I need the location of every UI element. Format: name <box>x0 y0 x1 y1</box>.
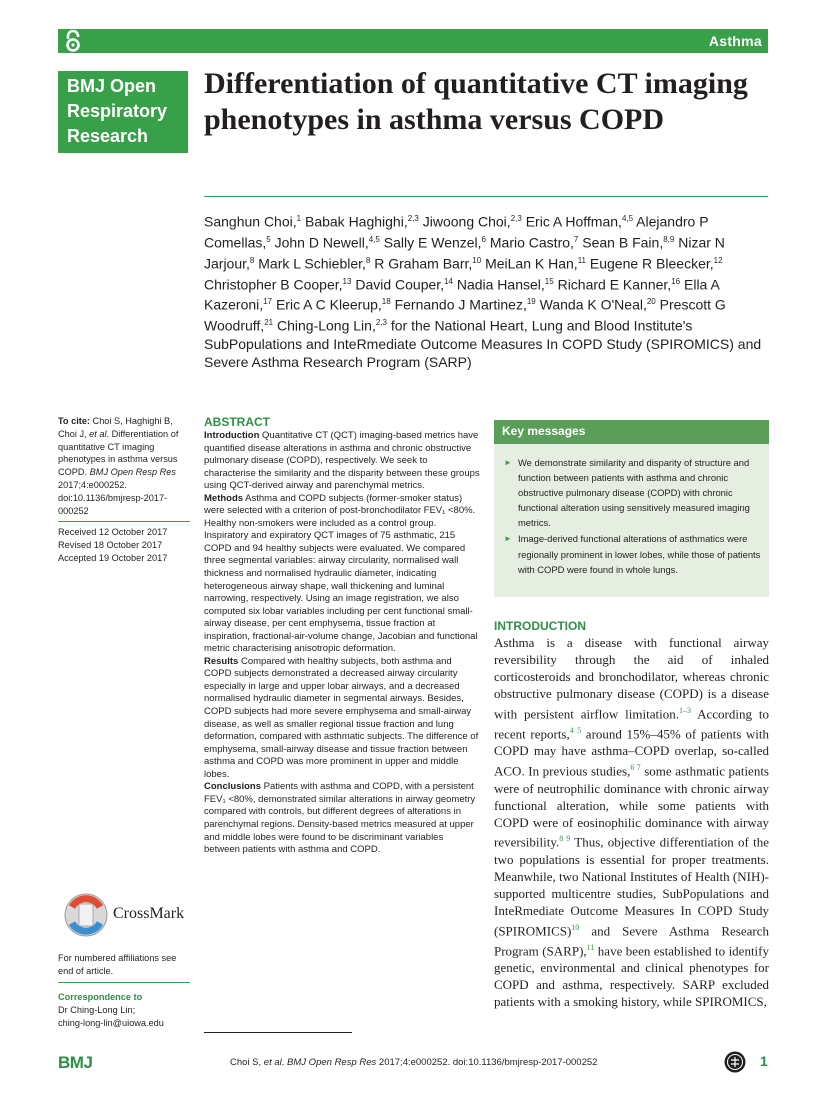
introduction-text-segment: and Severe Asthma Research Program (SARP), <box>494 922 769 959</box>
affiliation-marker: 19 <box>526 297 536 307</box>
cite-text: Choi S, Haghighi B, Choi J, <box>58 416 173 439</box>
affiliation-marker: 17 <box>263 297 273 307</box>
triangle-bullet-icon: ► <box>504 458 512 467</box>
abstract-methods <box>204 493 480 656</box>
affiliation-marker: 2,3 <box>375 318 387 328</box>
footer-citation <box>230 1057 597 1068</box>
affiliation-marker: 2,3 <box>407 214 419 223</box>
correspondence-block <box>58 991 190 1029</box>
abstract-introduction <box>204 430 480 493</box>
introduction-text <box>494 635 769 1011</box>
author-name: Ella A Kazeroni, <box>204 276 720 314</box>
author-name: Nizar N Jarjour, <box>204 234 725 272</box>
footer-cite-etal: et al <box>263 1057 282 1068</box>
author-name: Wanda K O'Neal, <box>535 297 647 314</box>
introduction-section <box>494 619 769 1011</box>
key-message-text: We demonstrate similarity and disparity of structure and function between patients with asthma and chronic obstructive pulmonary disease (COPD) with chronic functional alteration using sensitively measured imaging metrics. <box>518 457 750 529</box>
reference-link[interactable]: 1–3 <box>678 705 691 715</box>
footer-cite-doi: 2017;4:e000252. doi:10.1136/bmjresp-2017-000252 <box>376 1057 598 1068</box>
author-name: Sean B Fain, <box>578 234 664 251</box>
reference-link[interactable]: 11 <box>586 942 595 952</box>
key-messages-list <box>504 455 762 578</box>
author-name: Fernando J Martinez, <box>390 297 527 314</box>
affiliation-marker: 11 <box>577 255 586 265</box>
key-message-text: Image-derived functional alterations of asthmatics were regionally prominent in lower lobes, while those of patients with COPD were found in whole lungs. <box>518 533 761 575</box>
cite-journal: BMJ Open Resp Res <box>89 467 176 478</box>
footer-cite-text: . <box>281 1057 288 1068</box>
footer-cite-text: Choi S, <box>230 1057 264 1068</box>
crossmark-label[interactable]: CrossMark <box>113 905 185 922</box>
author-name: Prescott G Woodruff, <box>204 297 726 334</box>
cite-text: . Differentiation of quantitative CT imaging phenotypes in asthma versus COPD. <box>58 428 179 478</box>
abstract-section-text: Compared with healthy subjects, both asthma and COPD subjects demonstrated a decreased airway circularity especially in large and upper lobar airways, and a decreased normalised hydraulic diameter in segmental airways. Besides, COPD subjects had more severe emphysema and small-airway disease, as well as smaller regional tissue fraction and lung deformation, compared with asthmatic subjects. The difference of emphysema, small-airway disease and tissue fraction between asthma and COPD was more prominent in upper and middle lobes. <box>204 655 479 780</box>
affiliation-marker: 8 <box>249 255 255 265</box>
sidebar-divider <box>58 982 190 983</box>
affiliation-marker: 21 <box>264 318 274 328</box>
author-list <box>204 210 768 372</box>
author-name: Sally E Wenzel, <box>379 234 482 251</box>
key-messages-heading: Key messages <box>502 424 586 438</box>
affiliation-marker: 12 <box>713 255 723 265</box>
abstract-results <box>204 656 480 781</box>
author-name: David Couper, <box>351 276 445 293</box>
introduction-heading: INTRODUCTION <box>494 619 586 633</box>
affiliation-marker: 14 <box>444 276 453 286</box>
date-accepted: Accepted 19 October 2017 <box>58 552 168 563</box>
journal-logo <box>58 71 188 153</box>
top-band <box>58 29 768 53</box>
reference-link[interactable]: 6 7 <box>630 763 641 773</box>
abstract-heading: ABSTRACT <box>204 415 270 429</box>
title-divider <box>204 196 768 197</box>
introduction-text-segment: some asthmatic patients were of neutrophilic dominance with chronic airway functional alteration, while some patients with COPD were of eosinophilic dominance with airway reversibility. <box>494 763 769 850</box>
triangle-bullet-icon: ► <box>504 534 512 544</box>
cite-doi: 2017;4:e000252. doi:10.1136/bmjresp-2017-000252 <box>58 479 168 516</box>
author-name: Alejandro P Comellas, <box>204 213 709 251</box>
author-name: R Graham Barr, <box>370 255 473 272</box>
sidebar-divider <box>58 521 190 522</box>
abstract <box>204 415 480 857</box>
introduction-text-segment: have been established to identify genetic, environmental and clinical phenotypes for COPD and asthma, respectively. SARP excluded patients with a smoking history, while SPIROMICS, <box>494 943 770 1010</box>
author-name: Sanghun Choi, <box>204 213 297 230</box>
affiliation-marker: 15 <box>544 276 554 286</box>
affiliation-marker: 7 <box>573 234 579 244</box>
date-revised: Revised 18 October 2017 <box>58 540 163 551</box>
bmj-logo: BMJ <box>58 1053 93 1072</box>
affiliation-marker: 2,3 <box>510 214 522 223</box>
author-name: Babak Haghighi, <box>301 213 408 230</box>
author-name: Eric A Hoffman, <box>521 213 622 230</box>
footer-cite-journal: BMJ Open Resp Res <box>287 1057 377 1068</box>
correspondence-name: Dr Ching-Long Lin; <box>58 1004 136 1015</box>
abstract-section-label: Results <box>204 655 239 667</box>
author-name: Mark L Schiebler, <box>254 255 366 272</box>
copyright-seal-icon <box>724 1051 746 1073</box>
left-sidebar <box>58 415 190 565</box>
open-access-icon <box>64 30 82 52</box>
journal-name-line: Research <box>67 126 149 146</box>
affiliation-marker: 8,9 <box>663 234 675 244</box>
author-name: Mario Castro, <box>486 234 574 251</box>
journal-name-line: Respiratory <box>67 101 168 121</box>
reference-link[interactable]: 8 9 <box>559 834 571 844</box>
correspondence-label: Correspondence to <box>58 992 143 1002</box>
reference-link[interactable]: 4 5 <box>569 726 582 736</box>
author-name: Nadia Hansel, <box>452 276 545 293</box>
author-name: Ching-Long Lin, <box>273 317 376 334</box>
author-name: Eric A C Kleerup, <box>272 297 382 314</box>
affiliations-note: For numbered affiliations see end of article. <box>58 953 177 976</box>
journal-name-line: BMJ Open <box>67 76 157 96</box>
article-title: Differentiation of quantitative CT imaging phenotypes in asthma versus COPD <box>204 67 748 136</box>
affiliation-marker: 4,5 <box>621 214 634 223</box>
section-tag: Asthma <box>708 33 762 49</box>
key-message-item <box>504 531 762 576</box>
author-name: John D Newell, <box>270 234 369 251</box>
reference-link[interactable]: 10 <box>571 922 580 932</box>
affiliation-marker: 20 <box>646 297 656 307</box>
correspondence-email[interactable]: ching-long-lin@uiowa.edu <box>58 1017 164 1028</box>
abstract-end-divider <box>204 1032 352 1033</box>
author-name: MeiLan K Han, <box>481 255 578 272</box>
cite-etal: et al <box>89 428 107 439</box>
abstract-section-label: Methods <box>204 492 244 504</box>
introduction-text-segment: around 15%–45% of patients with COPD may have asthma–COPD overlap, so-called ACO. In previous studies, <box>494 726 770 779</box>
affiliation-marker: 10 <box>472 255 482 265</box>
author-name: Jiwoong Choi, <box>418 213 511 230</box>
affiliation-marker: 1 <box>296 214 302 223</box>
affiliation-marker: 4,5 <box>368 234 380 244</box>
cite-label: To cite: <box>58 416 90 426</box>
abstract-conclusions <box>204 781 480 856</box>
introduction-text-segment: Thus, objective differentiation of the two populations is essential for proper treatments. Meanwhile, two National Institutes of Health (NIH)-supported multicentre studies, SubPopulations and InteRmediate Outcome Measures In COPD Study (SPIROMICS) <box>494 834 770 938</box>
abstract-section-text: Asthma and COPD subjects (former-smoker status) were selected with a criterion of post-bronchodilator FEV₁ <80%. Healthy non-smokers were included as a control group. Inspiratory and expiratory QCT images of 75 asthmatic, 215 COPD and 94 healthy subjects were evaluated. We compared three segmental variables: airway circularity, normalised wall thickness and normalised hydraulic diameter, indicating heterogeneous airway shape, wall thickening and luminal narrowing, respectively. Using an image registration, we also computed six lobar variables including per cent functional small-airway disease, per cent emphysema, tissue fraction at inspiration, fractional-air-volume change, Jacobian and functional metric characterising anisotropic deformation. <box>204 492 478 655</box>
introduction-text-segment: Asthma is a disease with functional airway reversibility through the aid of inhaled corticosteroids and bronchodilator, whereas chronic obstructive pulmonary disease (COPD) is a disease with persistent airflow limitation. <box>494 635 769 722</box>
affiliation-marker: 16 <box>671 276 681 286</box>
date-received: Received 12 October 2017 <box>58 527 168 538</box>
author-name: Richard E Kanner, <box>553 276 672 293</box>
affiliation-marker: 13 <box>342 276 352 286</box>
affiliation-marker: 6 <box>481 234 486 244</box>
abstract-section-text: Patients with asthma and COPD, with a persistent FEV₁ <80%, demonstrated similar alterations in airway geometry compared with controls, but different degrees of alterations in parenchymal regions. Density-based metrics measured at upper and middle lobes were found to be discriminant variables between patients with asthma and COPD. <box>204 781 476 856</box>
article-dates <box>58 526 190 564</box>
abstract-section-label: Introduction <box>204 430 260 441</box>
key-message-item <box>504 455 762 530</box>
abstract-section-text: Quantitative CT (QCT) imaging-based metrics have quantified disease alterations in asthma and chronic obstructive pulmonary disease (COPD), respectively. We seek to characterise the similarity and the disparity between these groups using QCT-derived airway and parenchymal metrics. <box>204 430 480 492</box>
affiliation-marker: 8 <box>365 255 371 265</box>
affiliation-marker: 5 <box>266 234 271 244</box>
introduction-text-segment: According to recent reports, <box>494 706 769 742</box>
abstract-section-label: Conclusions <box>204 781 262 793</box>
affiliation-marker: 18 <box>381 297 391 307</box>
author-name: for the National Heart, Lung and Blood Institute's SubPopulations and InteRmediate Outcome Measures In COPD Study (SPIROMICS) and Severe Asthma Research Program (SARP) <box>204 317 762 371</box>
page-number: 1 <box>760 1053 768 1069</box>
author-name: Eugene R Bleecker, <box>586 255 714 272</box>
citation-block <box>58 415 190 517</box>
author-name: Christopher B Cooper, <box>204 276 343 293</box>
